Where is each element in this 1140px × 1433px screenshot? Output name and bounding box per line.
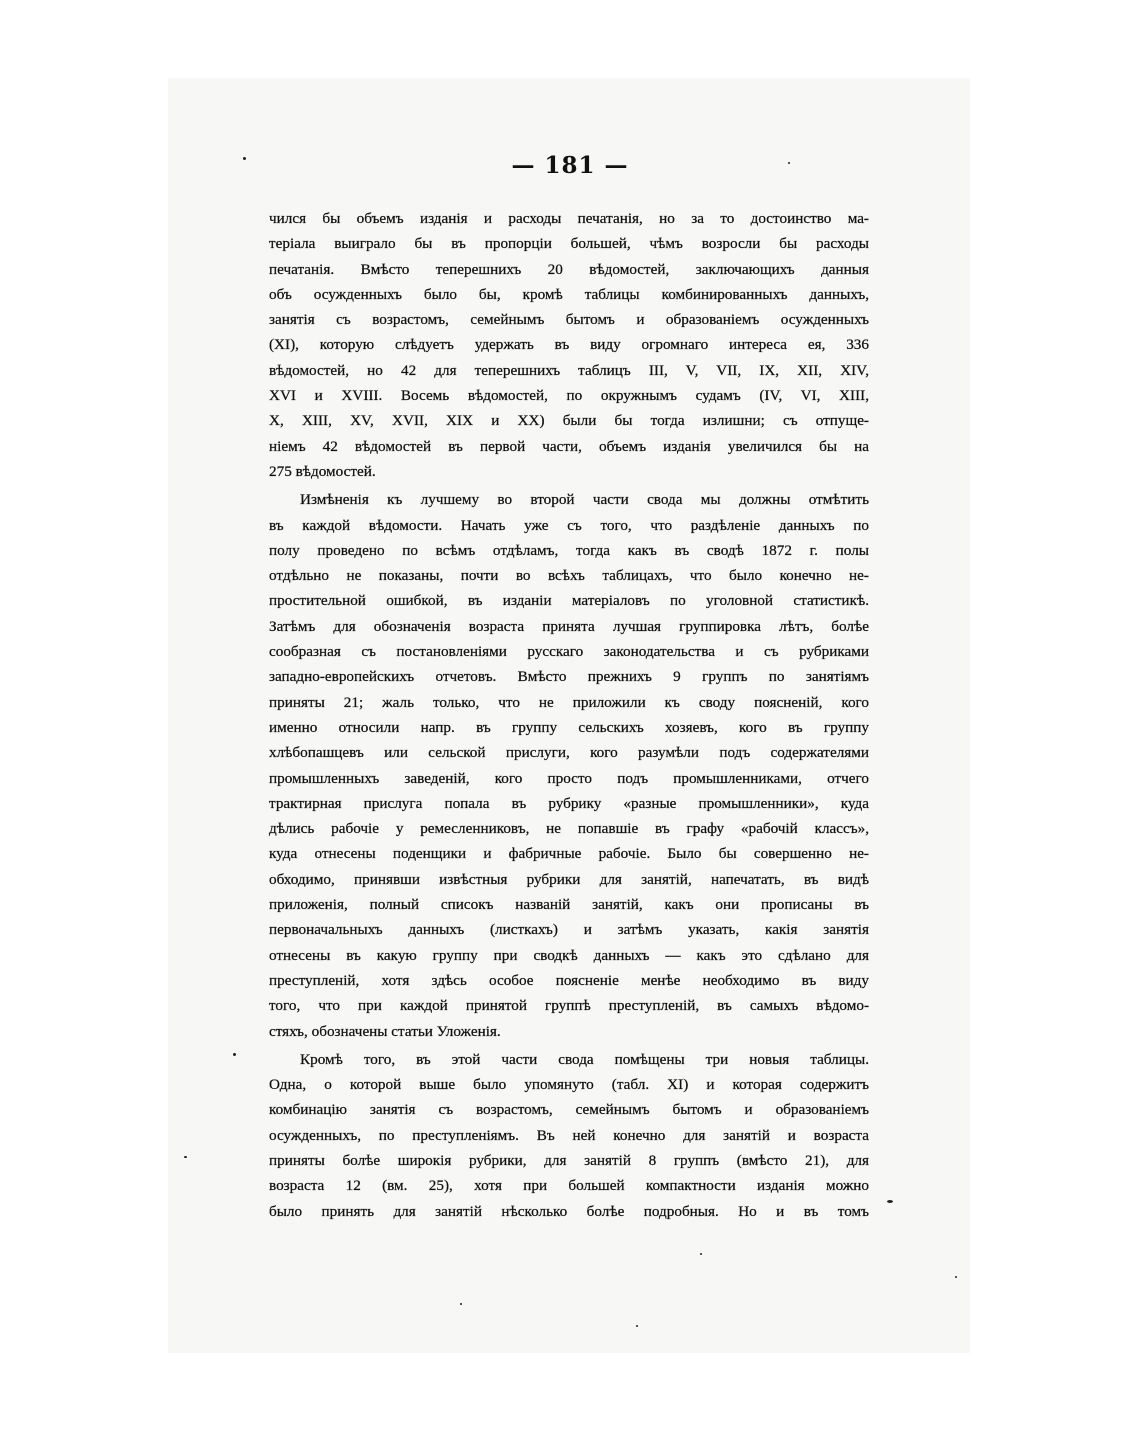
text-line: занятія съ возрастомъ, семейнымъ бытомъ и образованіемъ осужденныхъ: [269, 311, 869, 329]
text-line: первоначальныхъ данныхъ (листкахъ) и затѣмъ указать, какія занятія: [269, 921, 869, 939]
text-line: западно-европейскихъ отчетовъ. Вмѣсто прежнихъ 9 группъ по занятіямъ: [269, 668, 869, 686]
text-line: преступленій, хотя здѣсь особое поясненіе менѣе необходимо въ виду: [269, 971, 869, 989]
text-line: трактирная прислуга попала въ рубрику «разные промышленники», куда: [269, 794, 869, 812]
scan-speck: [184, 1156, 187, 1158]
body-text: [269, 206, 869, 1224]
scan-speck: [955, 1276, 957, 1278]
text-line: простительной ошибкой, въ изданіи матеріаловъ по уголовной статистикѣ.: [269, 592, 869, 610]
text-line: Измѣненія къ лучшему во второй части свода мы должны отмѣтить: [300, 491, 869, 509]
text-line: хлѣбопашцевъ или сельской прислуги, кого разумѣли подъ содержателями: [269, 744, 869, 762]
text-line: (XI), которую слѣдуетъ удержать въ виду огромнаго интереса ея, 336: [269, 336, 869, 354]
paragraph: [269, 487, 869, 1044]
text-line: сообразная съ постановленіями русскаго законодательства и съ рубриками: [269, 643, 869, 661]
scan-speck: [788, 162, 790, 164]
text-line: осужденныхъ, по преступленіямъ. Въ ней конечно для занятій и возраста: [269, 1126, 869, 1144]
text-line: дѣлись рабочіе у ремесленниковъ, не попавшіе въ графу «рабочій классъ»,: [269, 820, 869, 838]
text-line: стяхъ, обозначены статьи Уложенія.: [269, 1022, 501, 1040]
text-line: вѣдомостей, но 42 для теперешнихъ таблицъ III, V, VII, IX, XII, XIV,: [269, 361, 869, 379]
scan-speck: [243, 157, 246, 160]
text-line: именно относили напр. въ группу сельскихъ хозяевъ, кого въ группу: [269, 718, 869, 736]
text-line: X, XIII, XV, XVII, XIX и XX) были бы тогда излишни; съ отпуще-: [269, 412, 869, 430]
text-line: отнесены въ какую группу при сводкѣ данныхъ — какъ это сдѣлано для: [269, 946, 869, 964]
text-line: 275 вѣдомостей.: [269, 462, 376, 480]
text-line: приняты 21; жаль только, что не приложили къ своду поясненій, кого: [269, 693, 869, 711]
text-line: куда отнесены поденщики и фабричные рабочіе. Было бы совершенно не-: [269, 845, 869, 863]
text-line: ніемъ 42 вѣдомостей въ первой части, объемъ изданія увеличился бы на: [269, 437, 869, 455]
text-line: было принять для занятій нѣсколько болѣе подробныя. Но и въ томъ: [269, 1202, 869, 1220]
text-line: отдѣльно не показаны, почти во всѣхъ таблицахъ, что было конечно не-: [269, 567, 869, 585]
scan-speck: [460, 1303, 462, 1305]
scan-speck: [887, 1200, 893, 1203]
paragraph: [269, 206, 869, 484]
scan-speck: [700, 1253, 702, 1255]
text-line: комбинацію занятія съ возрастомъ, семейнымъ бытомъ и образованіемъ: [269, 1101, 869, 1119]
text-line: обходимо, принявши извѣстныя рубрики для занятій, напечатать, въ видѣ: [269, 870, 869, 888]
text-line: теріала выиграло бы въ пропорціи большей, чѣмъ возросли бы расходы: [269, 235, 869, 253]
text-line: Кромѣ того, въ этой части свода помѣщены три новыя таблицы.: [300, 1050, 869, 1068]
text-line: того, что при каждой принятой группѣ преступленій, въ самыхъ вѣдомо-: [269, 997, 869, 1015]
text-line: чился бы объемъ изданія и расходы печатанія, но за то достоинство ма-: [269, 210, 869, 227]
text-line: возраста 12 (вм. 25), хотя при большей компактности изданія можно: [269, 1177, 869, 1195]
text-line: объ осужденныхъ было бы, кромѣ таблицы комбинированныхъ данныхъ,: [269, 285, 869, 303]
text-line: Одна, о которой выше было упомянуто (табл. XI) и которая содержитъ: [269, 1076, 869, 1094]
text-line: приложенія, полный списокъ названій занятій, какъ они прописаны въ: [269, 896, 869, 914]
scan-speck: [233, 1053, 236, 1056]
text-line: промышленныхъ заведеній, кого просто подъ промышленниками, отчего: [269, 769, 869, 787]
scan-speck: [636, 1325, 638, 1327]
text-line: въ каждой вѣдомости. Начать уже съ того, что раздѣленіе данныхъ по: [269, 516, 869, 534]
paragraph: [269, 1047, 869, 1224]
text-line: полу проведено по всѣмъ отдѣламъ, тогда какъ въ сводѣ 1872 г. полы: [269, 541, 869, 559]
text-line: Затѣмъ для обозначенія возраста принята лучшая группировка лѣтъ, болѣе: [269, 617, 869, 635]
text-line: приняты болѣе широкія рубрики, для занятій 8 группъ (вмѣсто 21), для: [269, 1151, 869, 1169]
text-line: печатанія. Вмѣсто теперешнихъ 20 вѣдомостей, заключающихъ данныя: [269, 260, 869, 278]
page-number: — 181 —: [511, 152, 629, 179]
text-line: XVI и XVIII. Восемь вѣдомостей, по окружнымъ судамъ (IV, VI, XIII,: [269, 387, 869, 405]
